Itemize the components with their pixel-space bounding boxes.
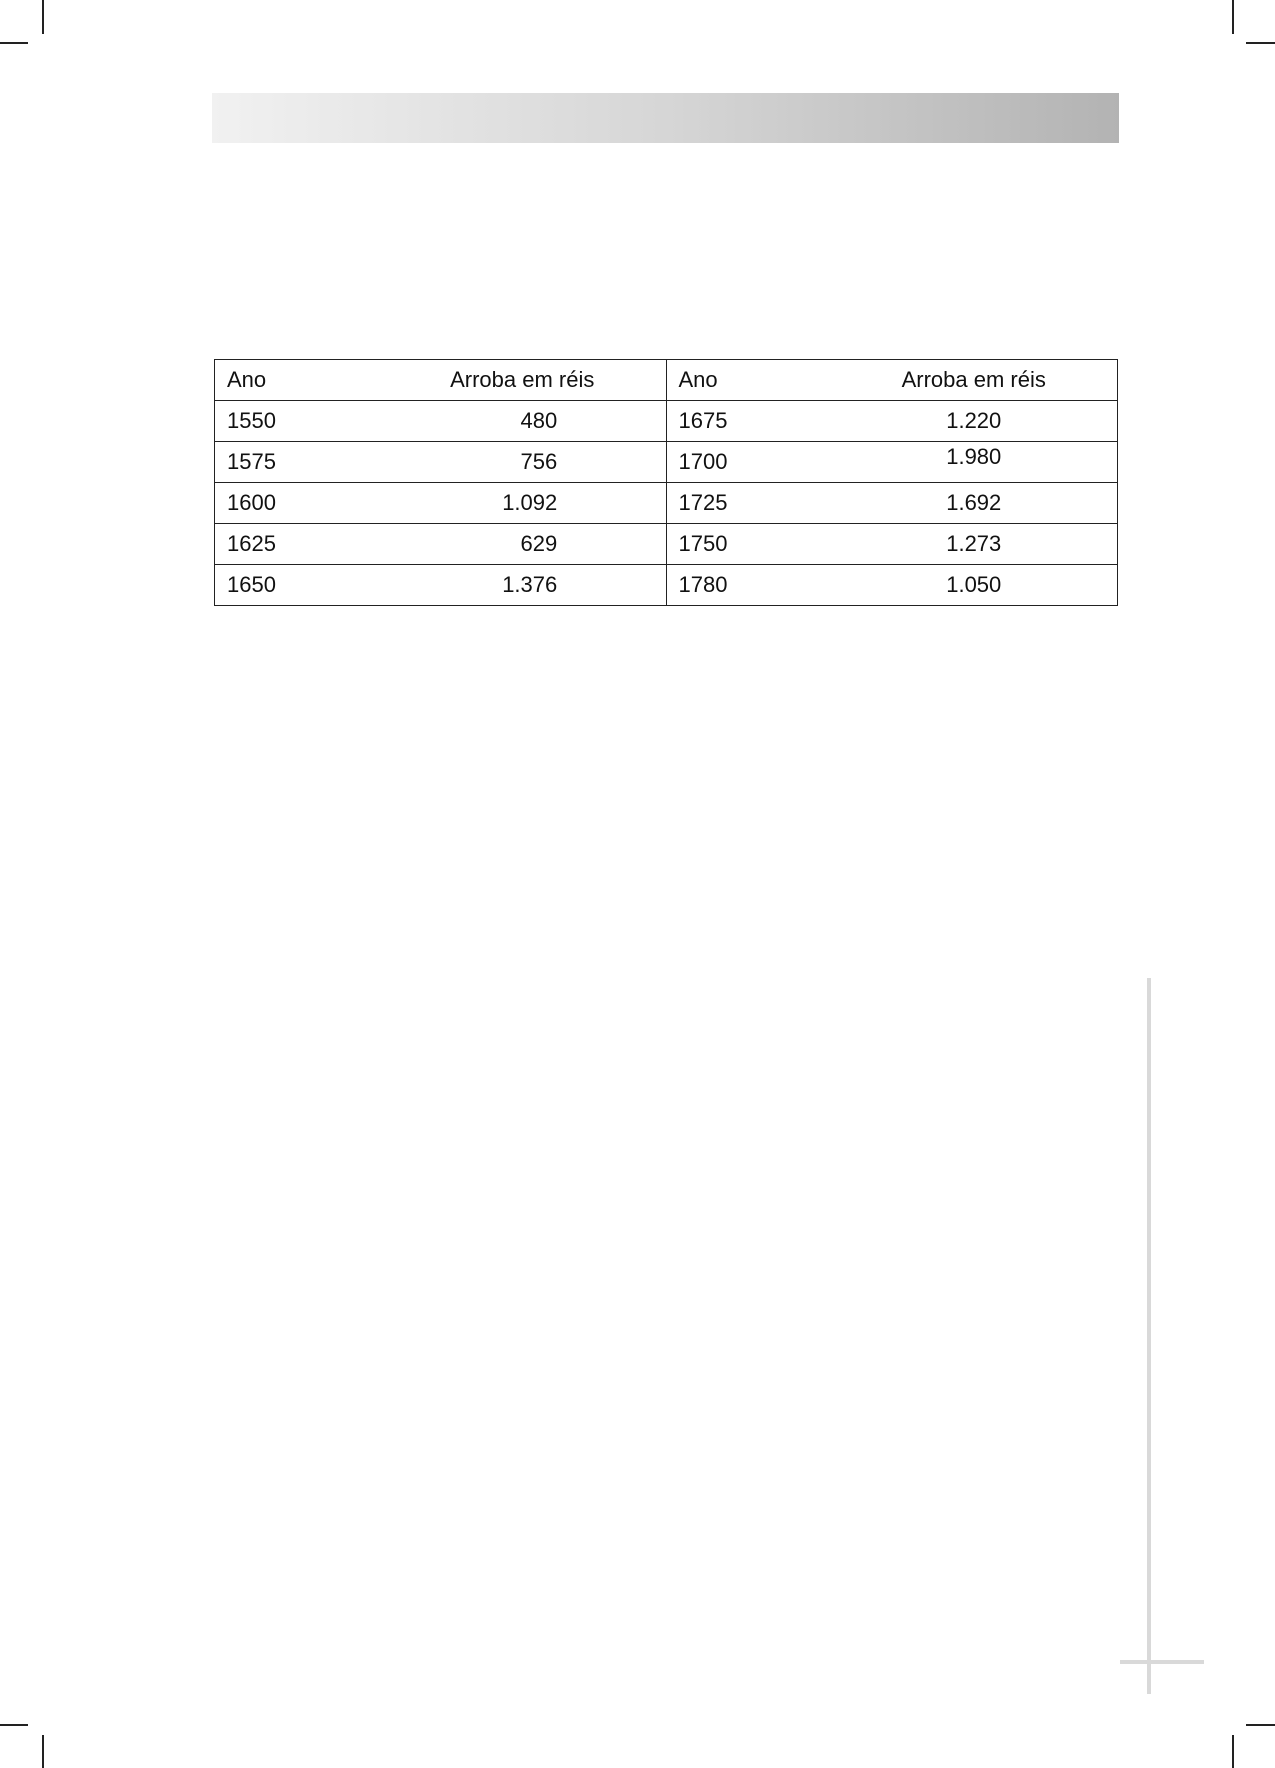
crop-mark [1246, 42, 1275, 44]
price-table [214, 359, 1118, 606]
table-row [215, 524, 1118, 565]
crop-mark [42, 0, 44, 34]
margin-horizontal-rule [1120, 1660, 1204, 1664]
value-cell: 1.376 [379, 565, 666, 606]
table-row [215, 565, 1118, 606]
year-cell: 1725 [666, 483, 831, 524]
value-cell: 1.092 [379, 483, 666, 524]
value-cell: 1.050 [831, 565, 1118, 606]
value-cell: 480 [379, 401, 666, 442]
header-year-right: Ano [666, 360, 831, 401]
crop-mark [1232, 1735, 1234, 1768]
year-cell: 1700 [666, 442, 831, 483]
table-row [215, 401, 1118, 442]
header-value-left: Arroba em réis [379, 360, 666, 401]
value-cell: 1.220 [831, 401, 1118, 442]
year-cell: 1625 [215, 524, 380, 565]
crop-mark [1246, 1724, 1275, 1726]
header-year-left: Ano [215, 360, 380, 401]
table-row [215, 483, 1118, 524]
year-cell: 1550 [215, 401, 380, 442]
value-cell: 1.692 [831, 483, 1118, 524]
year-cell: 1780 [666, 565, 831, 606]
value-cell: 756 [379, 442, 666, 483]
value-cell: 1.980 [831, 442, 1118, 483]
year-cell: 1675 [666, 401, 831, 442]
value-cell: 1.273 [831, 524, 1118, 565]
table-row [215, 442, 1118, 483]
crop-mark [42, 1735, 44, 1768]
crop-mark [0, 42, 28, 44]
year-cell: 1650 [215, 565, 380, 606]
header-value-right: Arroba em réis [831, 360, 1118, 401]
year-cell: 1600 [215, 483, 380, 524]
crop-mark [1232, 0, 1234, 34]
table-header-row [215, 360, 1118, 401]
year-cell: 1575 [215, 442, 380, 483]
value-cell: 629 [379, 524, 666, 565]
margin-vertical-rule [1147, 978, 1151, 1694]
crop-mark [0, 1724, 28, 1726]
header-bar [212, 93, 1119, 143]
year-cell: 1750 [666, 524, 831, 565]
